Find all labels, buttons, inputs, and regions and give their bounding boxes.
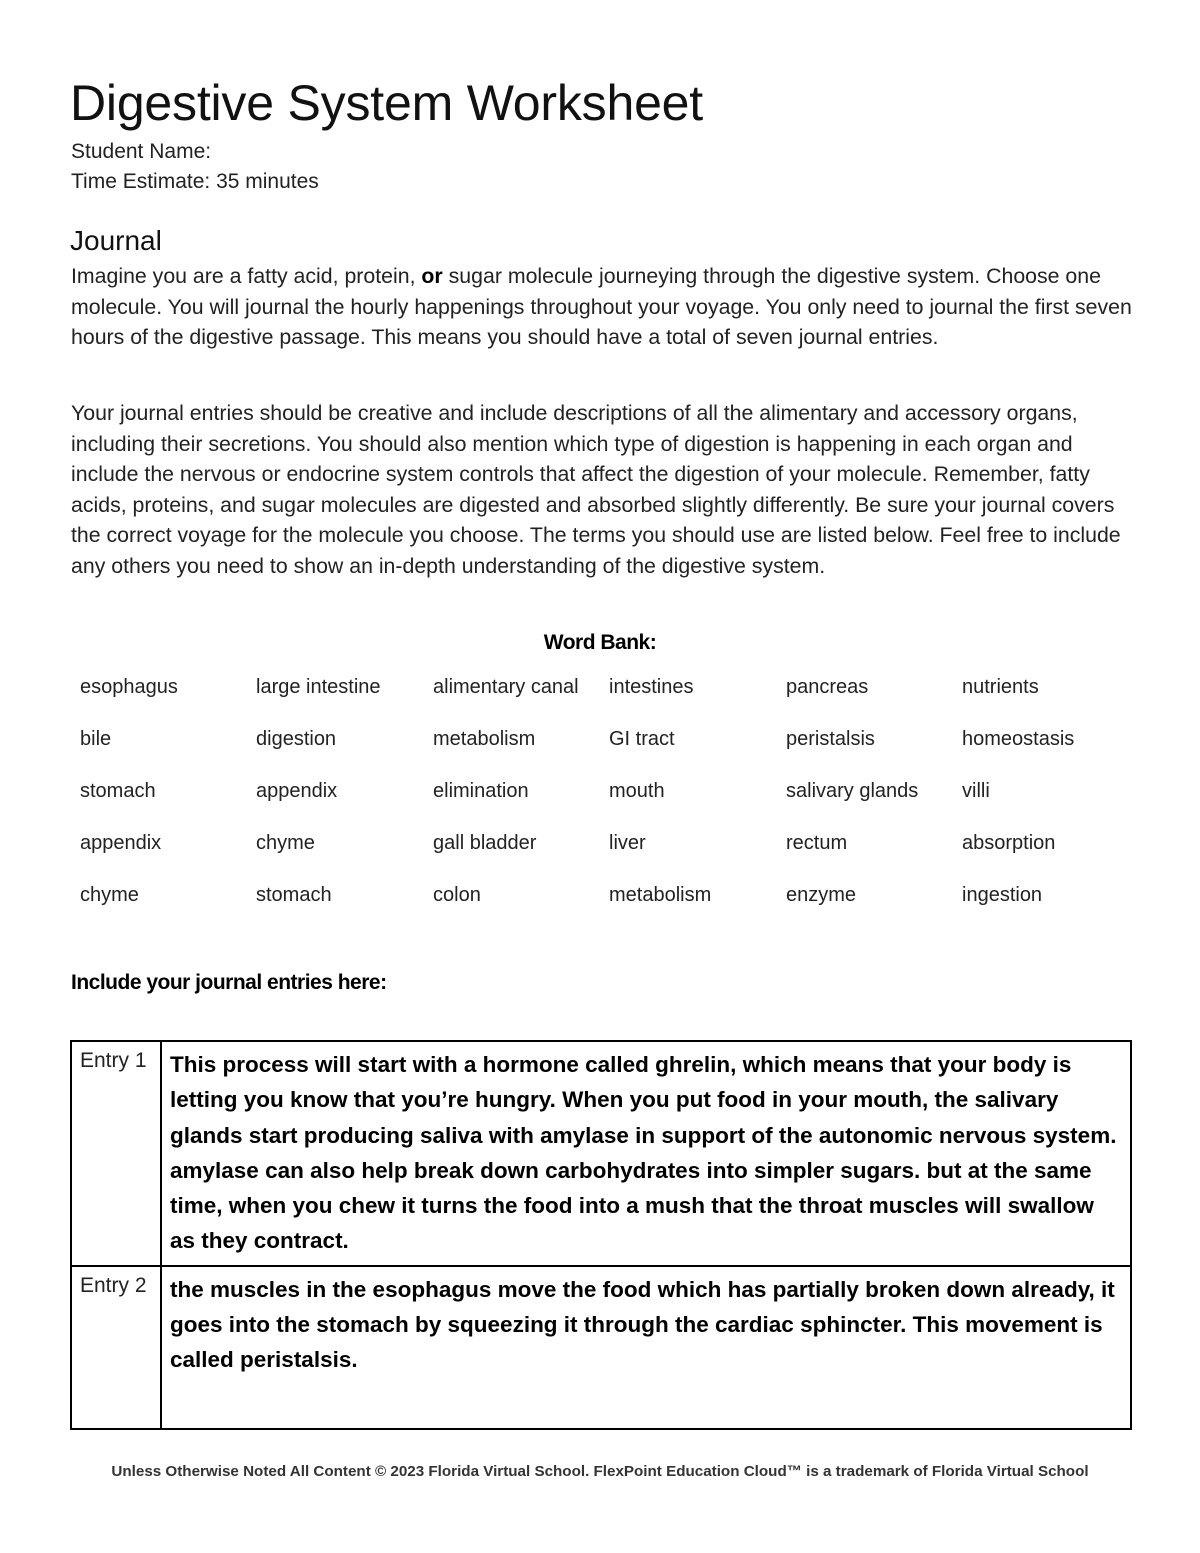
time-estimate: Time Estimate: 35 minutes xyxy=(71,170,319,193)
journal-heading: Journal xyxy=(70,225,162,256)
table-row xyxy=(71,1266,1131,1429)
word-bank-term: GI tract xyxy=(609,728,675,750)
word-bank-term: peristalsis xyxy=(786,728,875,750)
student-name-label: Student Name: xyxy=(71,140,212,163)
word-bank-term: chyme xyxy=(80,883,139,906)
word-bank-term: absorption xyxy=(962,831,1056,854)
word-bank-term: metabolism xyxy=(609,883,712,906)
journal-instructions-paragraph-1 xyxy=(71,261,1141,353)
word-bank-term: stomach xyxy=(256,883,332,906)
entry-label: Entry 2 xyxy=(71,1266,161,1429)
journal-instructions-paragraph-2: Your journal entries should be creative and include descriptions of all the alimentary and accessory organs, including their secretions. You should also mention which type of digestion is happening in each organ and include the nervous or endocrine system controls that affect the digestion of your molecule. Remember, fatty acids, proteins, and sugar molecules are digested and absorbed slightly differently. Be sure your journal covers the correct voyage for the molecule you choose. The terms you should use are listed below. Feel free to include any others you need to show an in-depth understanding of the digestive system. xyxy=(71,401,1121,578)
word-bank-term: elimination xyxy=(433,779,529,802)
instructions-bold-or: or xyxy=(421,264,443,288)
word-bank-term: enzyme xyxy=(786,883,857,906)
word-bank-term: ingestion xyxy=(962,883,1043,906)
word-bank-term: pancreas xyxy=(786,675,869,698)
journal-entries-heading: Include your journal entries here: xyxy=(71,971,387,994)
word-bank-term: homeostasis xyxy=(962,728,1075,750)
word-bank-term: liver xyxy=(609,831,646,854)
word-bank-grid xyxy=(80,660,1140,921)
instructions-text-end: sugar molecule journeying through the digestive system. Choose one molecule. You will journal the hourly happenings throughout your voyage. You only need to journal the first seven hours of the digestive passage. This means you should have a total of seven journal entries. xyxy=(71,264,1132,350)
word-bank-term: chyme xyxy=(256,831,315,854)
word-bank-term: appendix xyxy=(80,831,162,854)
word-bank-term: salivary glands xyxy=(786,779,919,802)
word-bank-term: mouth xyxy=(609,779,665,802)
word-bank-term: appendix xyxy=(256,779,338,802)
word-bank-term: intestines xyxy=(609,675,694,698)
word-bank-term: villi xyxy=(962,779,990,802)
instructions-text-start: Imagine you are a fatty acid, protein, xyxy=(71,264,422,288)
word-bank-term: stomach xyxy=(80,779,156,802)
page-title: Digestive System Worksheet xyxy=(70,75,703,131)
word-bank-term: large intestine xyxy=(256,675,381,698)
word-bank-heading: Word Bank: xyxy=(543,631,657,654)
word-bank-term: colon xyxy=(433,883,481,906)
word-bank-term: bile xyxy=(80,728,112,750)
journal-entries-table xyxy=(70,1040,1132,1430)
word-bank-term: metabolism xyxy=(433,728,536,750)
word-bank-term: rectum xyxy=(786,831,848,854)
entry-label: Entry 1 xyxy=(71,1041,161,1266)
word-bank-term: gall bladder xyxy=(433,831,537,854)
word-bank-term: alimentary canal xyxy=(433,675,579,698)
table-row xyxy=(71,1041,1131,1266)
entry-text[interactable]: This process will start with a hormone called ghrelin, which means that your body is letting you know that you’re hungry. When you put food in your mouth, the salivary glands start producing saliva with amylase in support of the autonomic nervous system. amylase can also help break down carbohydrates into simpler sugars. but at the same time, when you chew it turns the food into a mush that the throat muscles will swallow as they contract. xyxy=(161,1041,1131,1266)
word-bank-term: digestion xyxy=(256,728,337,750)
entry-text[interactable]: the muscles in the esophagus move the food which has partially broken down already, it goes into the stomach by squeezing it through the cardiac sphincter. This movement is called peristalsis. xyxy=(161,1266,1131,1429)
copyright-footer: Unless Otherwise Noted All Content © 2023 Florida Virtual School. FlexPoint Education Cloud™ is a trademark of Florida Virtual School xyxy=(111,1463,1089,1480)
word-bank-term: esophagus xyxy=(80,675,178,698)
word-bank-term: nutrients xyxy=(962,675,1039,698)
